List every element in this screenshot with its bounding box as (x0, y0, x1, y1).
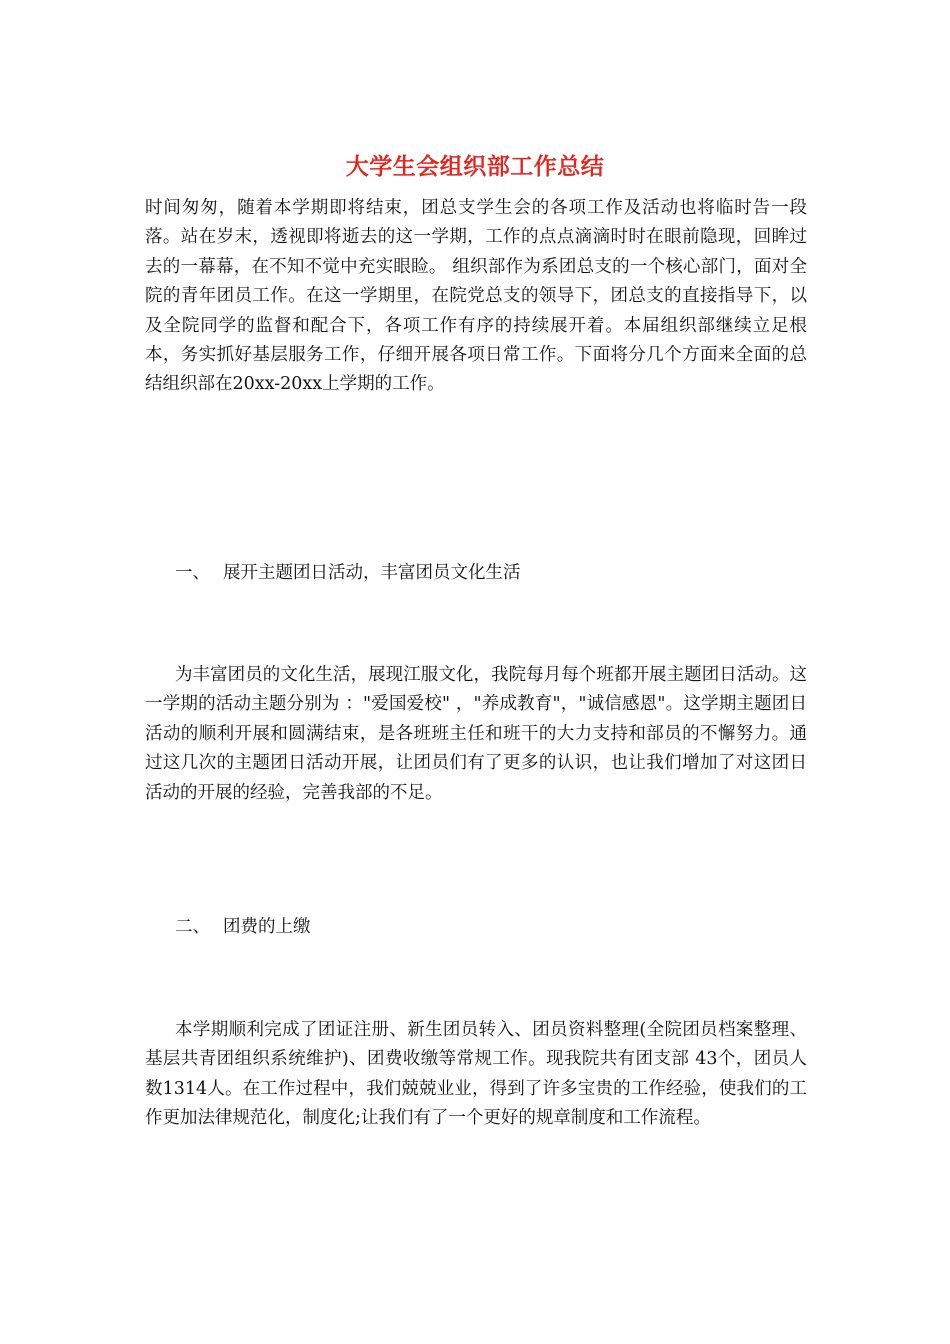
section-heading-2 (175, 913, 311, 942)
section-heading-text-2: 团费的上缴 (223, 917, 311, 937)
section-body-1: 为丰富团员的文化生活，展现江服文化，我院每月每个班都开展主题团日活动。这一学期的活动主题分别为 ："爱国爱校" ，"养成教育"，"诚信感恩"。这学期主题团日活动的顺利开展和圆满结束，是各班班主任和班干的大力支持和部员的不懈努力。通过这几次的主题团日活动开展，让团员们有了更多的认识，也让我们增加了对这团日活动的开展的经验，完善我部的不足。 (145, 665, 807, 803)
document-title: 大学生会组织部工作总结 (345, 154, 605, 180)
section-heading-1 (175, 559, 521, 588)
section-number-2: 二、 (175, 917, 210, 937)
section-number-1: 一、 (175, 563, 210, 583)
section-heading-text-1: 展开主题团日活动，丰富团员文化生活 (223, 563, 521, 583)
section-body-2: 本学期顺利完成了团证注册、新生团员转入、团员资料整理(全院团员档案整理、基层共青团组织系统维护)、团费收缴等常规工作。现我院共有团支部 43个，团员人数1314人。在工作过程中，我们兢兢业业，得到了许多宝贵的工作经验，使我们的工作更加法律规范化，制度化;让我们有了一个更好的规章制度和工作流程。 (145, 1020, 807, 1129)
intro-paragraph: 时间匆匆，随着本学期即将结束，团总支学生会的各项工作及活动也将临时告一段落。站在岁末，透视即将逝去的这一学期，工作的点点滴滴时时在眼前隐现，回眸过去的一幕幕，在不知不觉中充实眼睑。 组织部作为系团总支的一个核心部门，面对全院的青年团员工作。在这一学期里，在院党总支的领导下，团总支的直接指导下，以及全院同学的监督和配合下，各项工作有序的持续展开着。本届组织部继续立足根本，务实抓好基层服务工作，仔细开展各项日常工作。下面将分几个方面来全面的总结组织部在20xx-20xx上学期的工作。 (145, 198, 807, 395)
